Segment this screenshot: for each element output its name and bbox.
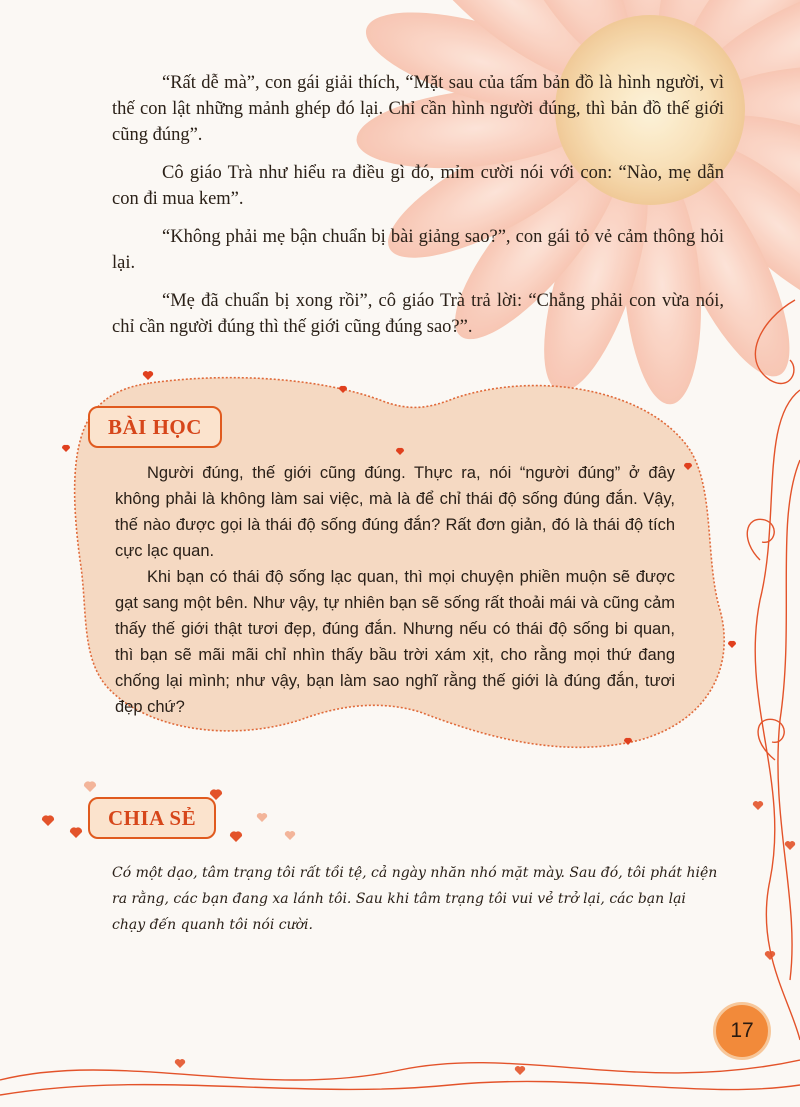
page-number-badge: 17 — [713, 1002, 771, 1060]
lesson-paragraph-1: Người đúng, thế giới cũng đúng. Thực ra, nói “người đúng” ở đây không phải là không làm sai việc, mà là để chỉ thái độ sống đúng đắn. Vậy, thế nào được gọi là thái độ sống đúng đắn? Rất đơn giản, đó là thái độ tích cực lạc quan. — [115, 464, 675, 560]
story-paragraph-4: “Mẹ đã chuẩn bị xong rồi”, cô giáo Trà trả lời: “Chẳng phải con vừa nói, chỉ cần người đúng thì thế giới cũng đúng sao?”. — [112, 291, 724, 337]
lesson-heading: BÀI HỌC — [88, 406, 222, 448]
share-heading: CHIA SẺ — [88, 797, 216, 839]
story-paragraph-1: “Rất dễ mà”, con gái giải thích, “Mặt sau của tấm bản đồ là hình người, vì thế con lật những mảnh ghép đó lại. Chỉ cần hình người đúng, thì bản đồ thế giới cũng đúng”. — [112, 73, 724, 145]
lesson-paragraph-2: Khi bạn có thái độ sống lạc quan, thì mọi chuyện phiền muộn sẽ được gạt sang một bên. Như vậy, tự nhiên bạn sẽ sống rất thoải mái và cũng cảm thấy thế giới thật tươi đẹp, đúng đắn. Nhưng nếu có thái độ sống bi quan, thì bạn sẽ mãi mãi chỉ nhìn thấy bầu trời xám xịt, cho rằng mọi thứ đang chống lại mình; như vậy, bạn làm sao nghĩ rằng thế giới là đúng đắn, tươi đẹp chứ? — [115, 568, 675, 716]
share-text — [112, 860, 722, 938]
story-paragraph-3: “Không phải mẹ bận chuẩn bị bài giảng sao?”, con gái tỏ vẻ cảm thông hỏi lại. — [112, 227, 724, 273]
story-text — [112, 70, 724, 352]
lesson-text — [115, 460, 675, 720]
share-paragraph: Có một dạo, tâm trạng tôi rất tồi tệ, cả ngày nhăn nhó mặt mày. Sau đó, tôi phát hiện ra rằng, các bạn đang xa lánh tôi. Sau khi tâm trạng tôi vui vẻ trở lại, các bạn lại chạy đến quanh tôi nói cười. — [112, 865, 718, 933]
story-paragraph-2: Cô giáo Trà như hiểu ra điều gì đó, mỉm cười nói với con: “Nào, mẹ dẫn con đi mua kem”. — [112, 163, 724, 209]
